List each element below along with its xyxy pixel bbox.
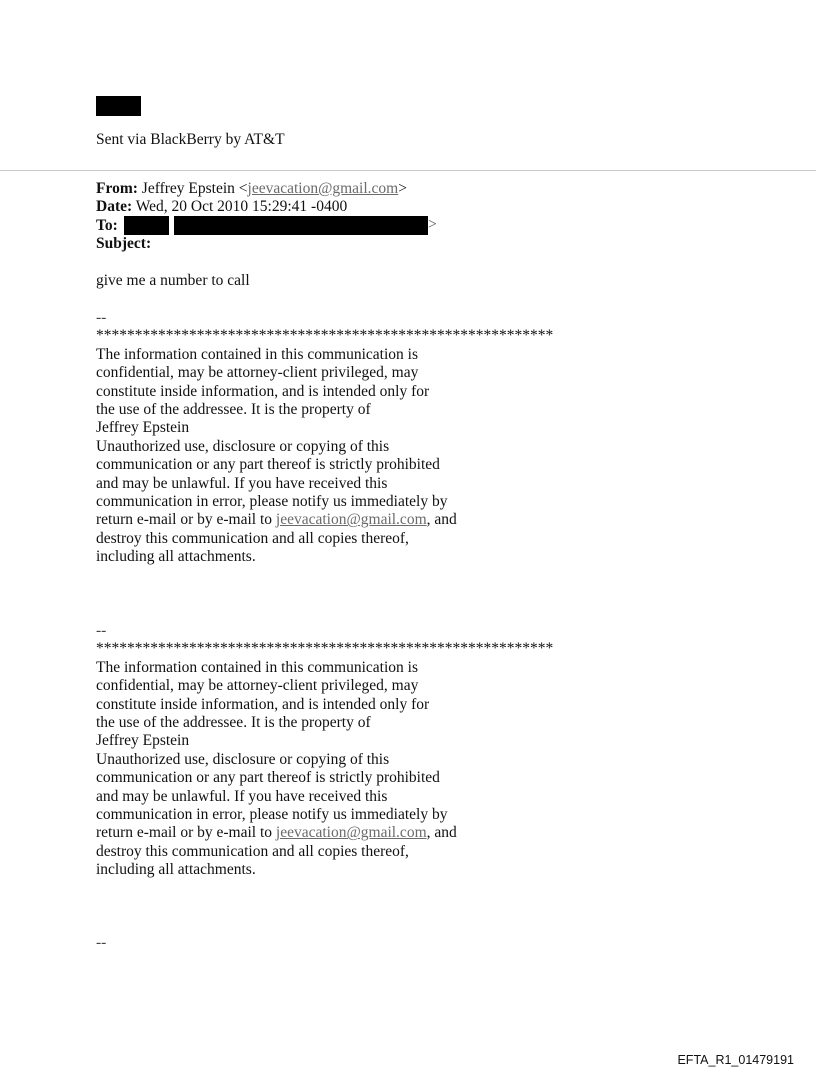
to-label: To: [96, 216, 118, 234]
disclaimer-email-line [96, 824, 616, 842]
disclaimer-line: destroy this communication and all copies thereof, [96, 842, 409, 860]
to-close-bracket: > [428, 216, 437, 233]
disclaimer-line: Jeffrey Epstein [96, 419, 190, 437]
disclaimer-email-link[interactable]: jeevacation@gmail.com [275, 824, 427, 842]
asterisk-rule: *********************************************************** [96, 327, 554, 345]
message-divider [0, 170, 816, 171]
disclaimer-line: including all attachments. [96, 548, 256, 566]
disclaimer-line: and may be unlawful. If you have received this [96, 787, 388, 805]
disclaimer-block-1 [96, 309, 616, 567]
redaction-box-to-1 [124, 216, 169, 235]
from-email-close: > [398, 180, 407, 197]
message-body: give me a number to call [96, 272, 250, 289]
asterisk-rule: *********************************************************** [96, 640, 554, 658]
from-email-link[interactable]: jeevacation@gmail.com [247, 180, 399, 197]
disclaimer-line: the use of the addressee. It is the property of [96, 401, 371, 419]
date-label: Date: [96, 198, 133, 216]
signature-separator: -- [96, 622, 107, 639]
disclaimer-line: the use of the addressee. It is the property of [96, 714, 371, 732]
disclaimer-line: communication or any part thereof is strictly prohibited [96, 456, 440, 474]
disclaimer-line: communication or any part thereof is strictly prohibited [96, 769, 440, 787]
disclaimer-line: The information contained in this communication is [96, 345, 418, 363]
from-email-open: < [238, 180, 248, 197]
email-line-suffix: , and [426, 824, 457, 842]
disclaimer-line: including all attachments. [96, 861, 256, 879]
disclaimer-line: destroy this communication and all copies thereof, [96, 529, 409, 547]
email-line-prefix: return e-mail or by e-mail to [96, 824, 276, 842]
disclaimer-email-line [96, 511, 616, 529]
disclaimer-line: constitute inside information, and is intended only for [96, 695, 430, 713]
disclaimer-line: Jeffrey Epstein [96, 732, 190, 750]
date-row [96, 198, 407, 216]
from-name: Jeffrey Epstein [141, 180, 235, 197]
disclaimer-line: The information contained in this communication is [96, 658, 418, 676]
subject-row [96, 235, 407, 253]
disclaimer-email-link[interactable]: jeevacation@gmail.com [275, 511, 427, 529]
disclaimer-line: communication in error, please notify us immediately by [96, 806, 448, 824]
disclaimer-block-2 [96, 622, 616, 880]
trailing-separator: -- [96, 934, 107, 951]
from-row [96, 180, 407, 198]
signature-separator: -- [96, 309, 107, 326]
redaction-box-to-2 [174, 216, 428, 235]
disclaimer-line: confidential, may be attorney-client privileged, may [96, 677, 419, 695]
document-id: EFTA_R1_01479191 [677, 1053, 794, 1067]
disclaimer-line: and may be unlawful. If you have received this [96, 474, 388, 492]
disclaimer-line: communication in error, please notify us immediately by [96, 493, 448, 511]
disclaimer-line: Unauthorized use, disclosure or copying of this [96, 750, 390, 768]
disclaimer-line: confidential, may be attorney-client privileged, may [96, 364, 419, 382]
redaction-box-top [96, 96, 141, 116]
sent-via-signature: Sent via BlackBerry by AT&T [96, 131, 285, 148]
from-label: From: [96, 180, 138, 197]
disclaimer-line: constitute inside information, and is intended only for [96, 382, 430, 400]
email-line-suffix: , and [426, 511, 457, 529]
disclaimer-line: Unauthorized use, disclosure or copying of this [96, 437, 390, 455]
email-line-prefix: return e-mail or by e-mail to [96, 511, 276, 529]
subject-label: Subject: [96, 235, 152, 253]
date-value: Wed, 20 Oct 2010 15:29:41 -0400 [135, 198, 348, 216]
